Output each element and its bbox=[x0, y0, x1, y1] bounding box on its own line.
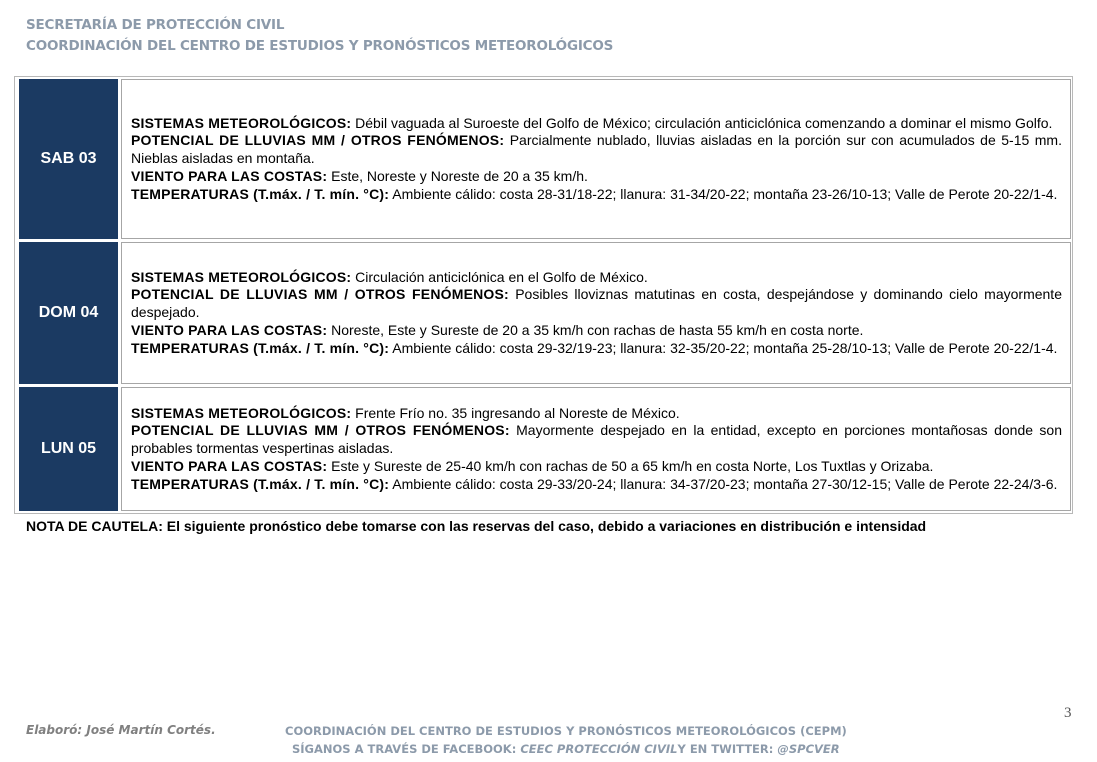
viento-title: VIENTO PARA LAS COSTAS: bbox=[131, 457, 328, 474]
day-label: LUN 05 bbox=[19, 387, 118, 511]
temperaturas-paragraph bbox=[131, 186, 1062, 204]
day-label: SAB 03 bbox=[19, 79, 118, 239]
viento-paragraph bbox=[131, 168, 1062, 186]
temperaturas-text: Ambiente cálido: costa 29-32/19-23; llanura: 32-35/20-22; montaña 25-28/10-13; Valle de Perote 20-22/1-4. bbox=[389, 339, 1058, 356]
viento-text: Este y Sureste de 25-40 km/h con rachas de 50 a 65 km/h en costa Norte, Los Tuxtlas y Orizaba. bbox=[327, 457, 934, 474]
lluvias-text: Parcialmente nublado, lluvias aisladas en la porción sur con acumulados de 5-15 mm. Nieblas aisladas en montaña. bbox=[131, 132, 1062, 167]
viento-title: VIENTO PARA LAS COSTAS: bbox=[131, 321, 328, 338]
caution-note: NOTA DE CAUTELA: El siguiente pronóstico debe tomarse con las reservas del caso, debido a variaciones en distribución e intensidad bbox=[26, 518, 927, 534]
temperaturas-paragraph bbox=[131, 340, 1062, 358]
footer-social bbox=[292, 742, 840, 756]
lluvias-paragraph bbox=[131, 286, 1062, 321]
author-credit: Elaboró: José Martín Cortés. bbox=[26, 723, 216, 737]
temperaturas-text: Ambiente cálido: costa 28-31/18-22; llanura: 31-34/20-22; montaña 23-26/10-13; Valle de Perote 20-22/1-4. bbox=[389, 185, 1058, 202]
lluvias-title: POTENCIAL DE LLUVIAS MM / OTROS FENÓMENOS: bbox=[131, 132, 505, 149]
temperaturas-title: TEMPERATURAS (T.máx. / T. mín. °C): bbox=[131, 339, 390, 356]
forecast-row-lun bbox=[19, 387, 1071, 511]
footer-social-prefix: SÍGANOS A TRAVÉS DE FACEBOOK: bbox=[292, 742, 521, 756]
viento-text: Noreste, Este y Sureste de 20 a 35 km/h con rachas de hasta 55 km/h en costa norte. bbox=[327, 321, 864, 338]
twitter-handle[interactable]: @SPCVER bbox=[777, 742, 840, 756]
footer-coordination: COORDINACIÓN DEL CENTRO DE ESTUDIOS Y PRONÓSTICOS METEOROLÓGICOS (CEPM) bbox=[285, 724, 847, 738]
facebook-handle[interactable]: CEEC PROTECCIÓN CIVIL bbox=[520, 742, 678, 756]
header-coordinacion: COORDINACIÓN DEL CENTRO DE ESTUDIOS Y PRONÓSTICOS METEOROLÓGICOS bbox=[26, 38, 614, 54]
sistemas-paragraph bbox=[131, 405, 1062, 423]
sistemas-text: Débil vaguada al Suroeste del Golfo de México; circulación anticiclónica comenzando a dominar el mismo Golfo. bbox=[351, 114, 1053, 131]
forecast-details bbox=[121, 79, 1071, 239]
sistemas-paragraph bbox=[131, 269, 1062, 287]
sistemas-paragraph bbox=[131, 115, 1062, 133]
page-number: 3 bbox=[1064, 705, 1072, 721]
day-label: DOM 04 bbox=[19, 242, 118, 384]
temperaturas-paragraph bbox=[131, 476, 1062, 494]
lluvias-text: Posibles lloviznas matutinas en costa, despejándose y dominando cielo mayormente despejado. bbox=[131, 286, 1062, 321]
lluvias-paragraph bbox=[131, 422, 1062, 457]
lluvias-title: POTENCIAL DE LLUVIAS MM / OTROS FENÓMENOS: bbox=[131, 286, 509, 303]
lluvias-title: POTENCIAL DE LLUVIAS MM / OTROS FENÓMENOS: bbox=[131, 422, 510, 439]
viento-text: Este, Noreste y Noreste de 20 a 35 km/h. bbox=[327, 167, 588, 184]
viento-title: VIENTO PARA LAS COSTAS: bbox=[131, 167, 328, 184]
forecast-row-sab bbox=[19, 79, 1071, 239]
forecast-details bbox=[121, 387, 1071, 511]
sistemas-title: SISTEMAS METEOROLÓGICOS: bbox=[131, 114, 352, 131]
header-secretaria: SECRETARÍA DE PROTECCIÓN CIVIL bbox=[26, 17, 285, 33]
sistemas-text: Circulación anticiclónica en el Golfo de México. bbox=[351, 268, 648, 285]
lluvias-text: Mayormente despejado en la entidad, excepto en porciones montañosas donde son probables tormentas vespertinas aisladas. bbox=[131, 422, 1062, 457]
sistemas-text: Frente Frío no. 35 ingresando al Noreste de México. bbox=[351, 404, 680, 421]
sistemas-title: SISTEMAS METEOROLÓGICOS: bbox=[131, 268, 352, 285]
forecast-row-dom bbox=[19, 242, 1071, 384]
forecast-details bbox=[121, 242, 1071, 384]
lluvias-paragraph bbox=[131, 132, 1062, 167]
footer-social-mid: Y EN TWITTER: bbox=[677, 742, 778, 756]
viento-paragraph bbox=[131, 322, 1062, 340]
temperaturas-title: TEMPERATURAS (T.máx. / T. mín. °C): bbox=[131, 475, 390, 492]
sistemas-title: SISTEMAS METEOROLÓGICOS: bbox=[131, 404, 352, 421]
viento-paragraph bbox=[131, 458, 1062, 476]
temperaturas-text: Ambiente cálido: costa 29-33/20-24; llanura: 34-37/20-23; montaña 27-30/12-15; Valle de Perote 22-24/3-6. bbox=[389, 475, 1058, 492]
temperaturas-title: TEMPERATURAS (T.máx. / T. mín. °C): bbox=[131, 185, 390, 202]
